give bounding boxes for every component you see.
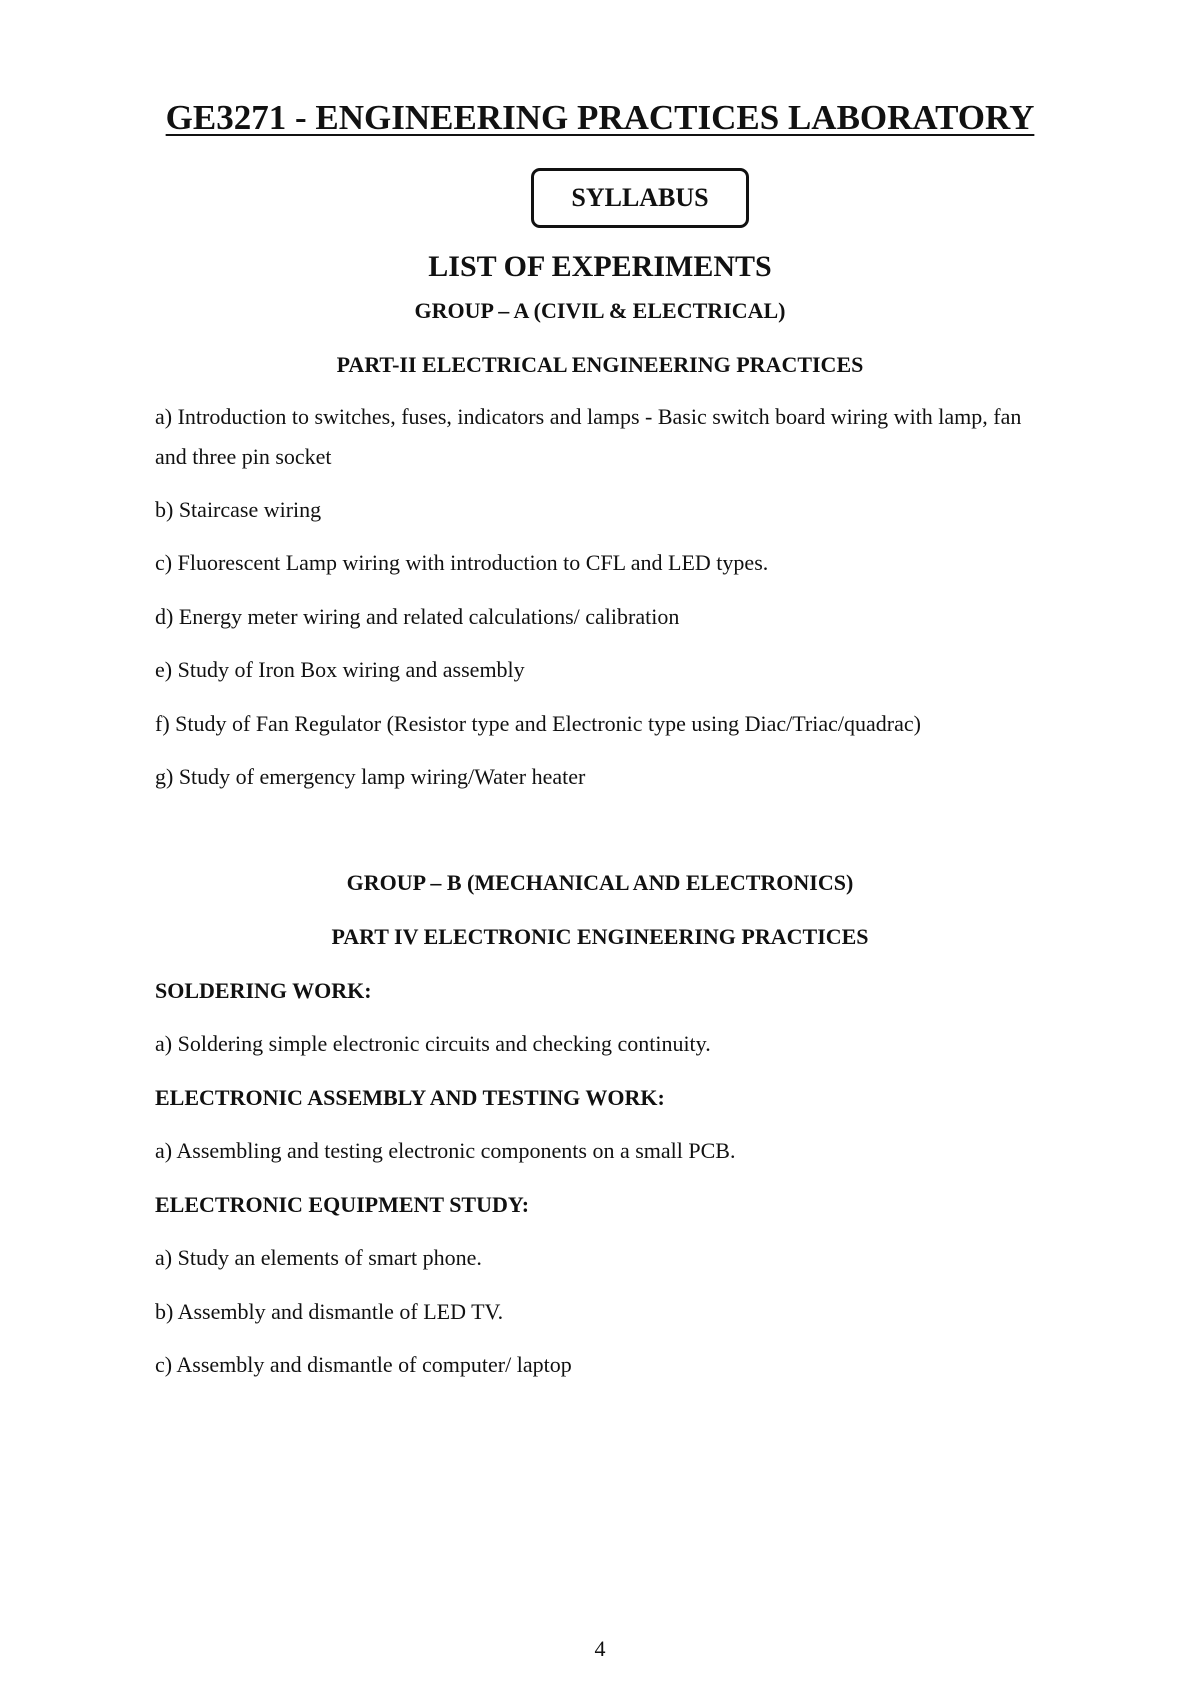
equipment-study-heading: ELECTRONIC EQUIPMENT STUDY:: [155, 1192, 530, 1217]
page-number: 4: [594, 1636, 606, 1661]
soldering-work-heading: SOLDERING WORK:: [155, 978, 372, 1003]
equipment-item: a) Study an elements of smart phone.: [155, 1245, 482, 1270]
group-a-item: b) Staircase wiring: [155, 497, 322, 522]
assembly-testing-heading: ELECTRONIC ASSEMBLY AND TESTING WORK:: [155, 1085, 665, 1110]
assembly-item: a) Assembling and testing electronic components on a small PCB.: [155, 1138, 736, 1163]
group-b-heading: GROUP – B (MECHANICAL AND ELECTRONICS): [346, 870, 854, 895]
syllabus-label: SYLLABUS: [571, 183, 709, 212]
group-b-part-heading: PART IV ELECTRONIC ENGINEERING PRACTICES: [331, 924, 869, 949]
group-a-item: a) Introduction to switches, fuses, indicators and lamps - Basic switch board wiring with lamp, fan: [155, 404, 1022, 429]
group-a-item: d) Energy meter wiring and related calculations/ calibration: [155, 604, 680, 629]
group-a-part-heading: PART-II ELECTRICAL ENGINEERING PRACTICES: [336, 352, 864, 377]
equipment-item: b) Assembly and dismantle of LED TV.: [155, 1299, 504, 1324]
group-a-item: f) Study of Fan Regulator (Resistor type and Electronic type using Diac/Triac/quadrac): [155, 711, 921, 736]
group-a-item: e) Study of Iron Box wiring and assembly: [155, 657, 525, 682]
group-a-heading: GROUP – A (CIVIL & ELECTRICAL): [414, 298, 786, 323]
group-a-item: and three pin socket: [155, 444, 332, 469]
group-a-item: g) Study of emergency lamp wiring/Water heater: [155, 764, 586, 789]
document-title: GE3271 - ENGINEERING PRACTICES LABORATORY: [165, 98, 1035, 137]
syllabus-label-box: [531, 168, 749, 228]
equipment-item: c) Assembly and dismantle of computer/ laptop: [155, 1352, 572, 1377]
soldering-item: a) Soldering simple electronic circuits and checking continuity.: [155, 1031, 711, 1056]
list-of-experiments-heading: LIST OF EXPERIMENTS: [428, 250, 772, 283]
group-a-item: c) Fluorescent Lamp wiring with introduction to CFL and LED types.: [155, 550, 769, 575]
